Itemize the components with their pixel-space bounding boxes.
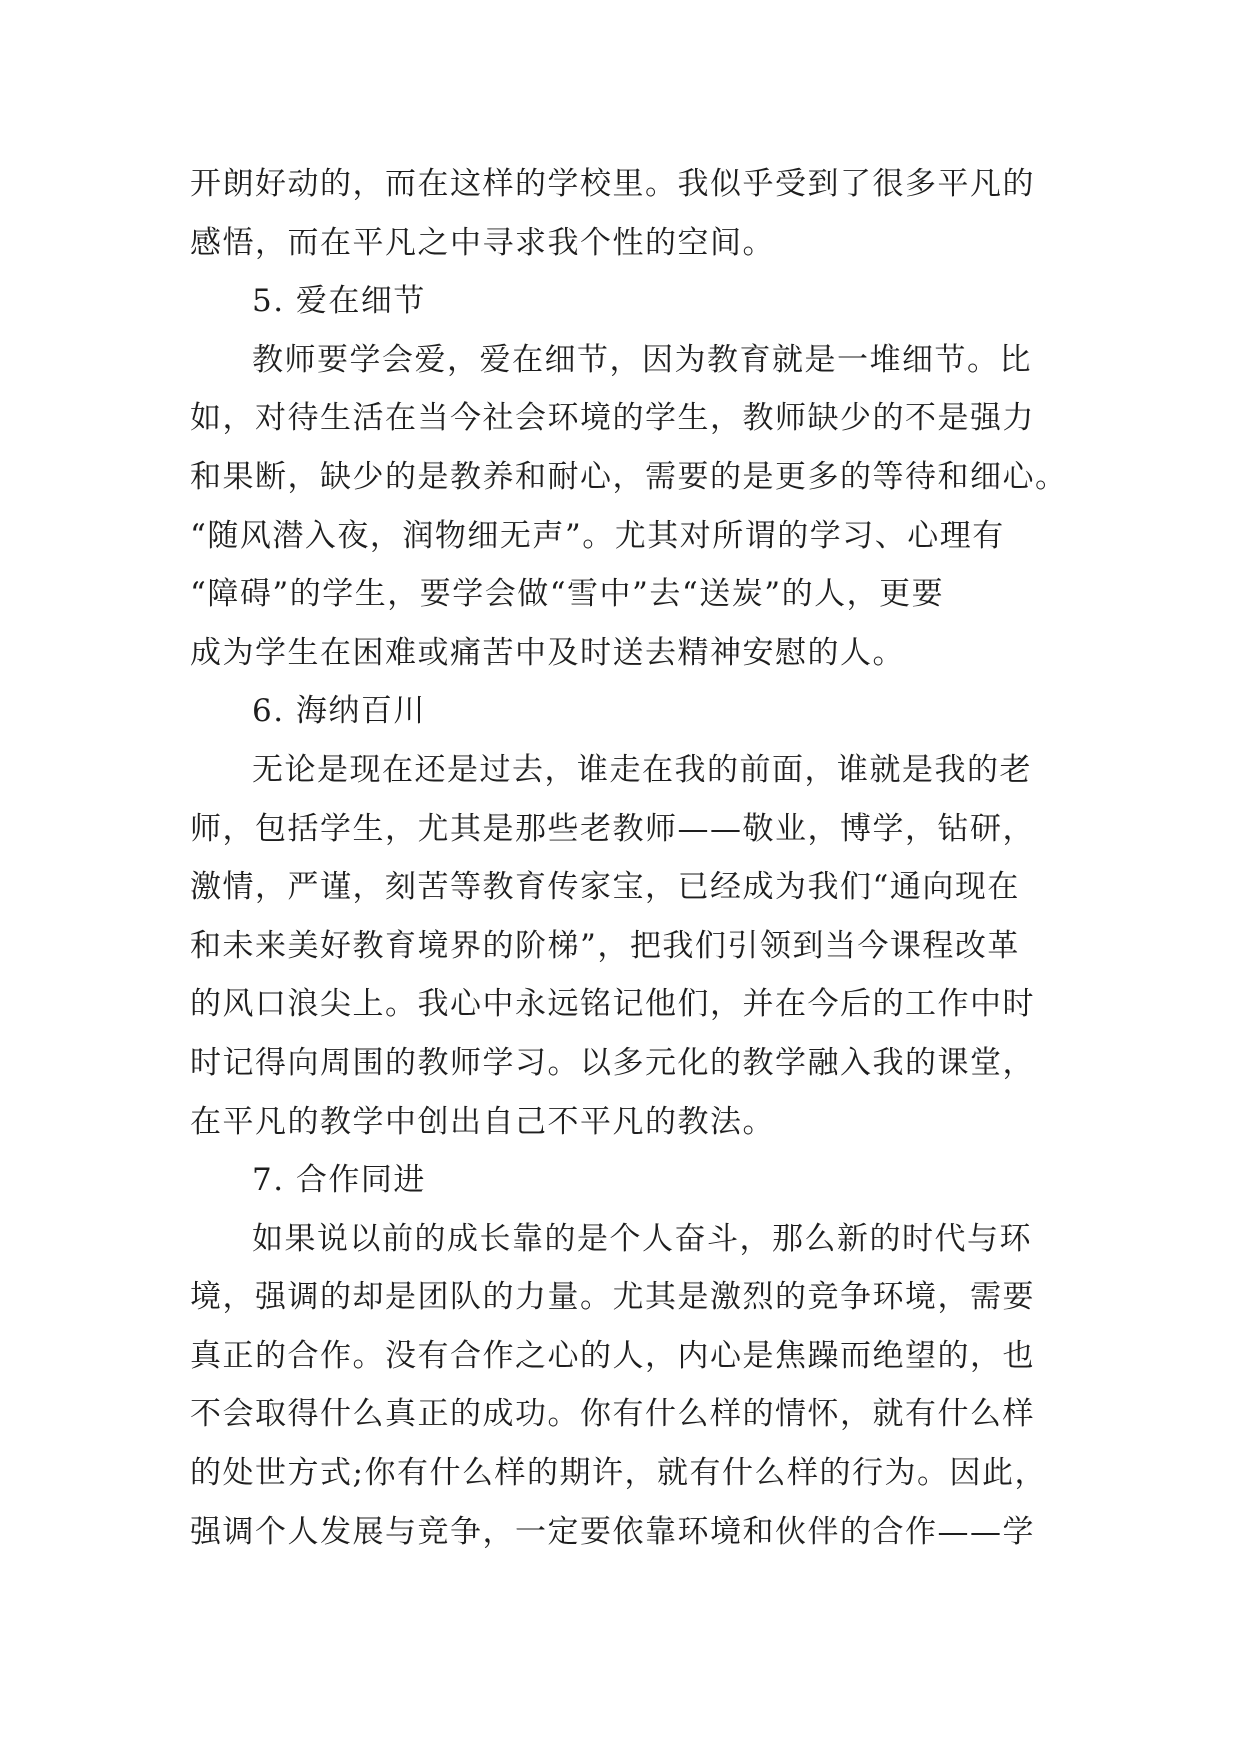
document-body — [190, 155, 1068, 1561]
text-line: 无论是现在还是过去，谁走在我的前面，谁就是我的老 — [252, 751, 1032, 788]
text-line: 真正的合作。没有合作之心的人，内心是焦躁而绝望的，也 — [190, 1337, 1035, 1374]
text-line: 7. 合作同进 — [252, 1162, 426, 1199]
text-line: 5. 爱在细节 — [252, 283, 426, 320]
text-line: 激情，严谨，刻苦等教育传家宝，已经成为我们“通向现在 — [190, 869, 1020, 906]
text-line: 在平凡的教学中创出自己不平凡的教法。 — [190, 1103, 775, 1140]
text-line: 境，强调的却是团队的力量。尤其是激烈的竞争环境，需要 — [190, 1279, 1035, 1316]
text-line: 和果断，缺少的是教养和耐心，需要的是更多的等待和细心。 — [190, 458, 1068, 495]
text-line: 的处世方式;你有什么样的期许，就有什么样的行为。因此， — [190, 1455, 1047, 1492]
text-line: 开朗好动的，而在这样的学校里。我似乎受到了很多平凡的 — [190, 166, 1035, 202]
text-line: 时记得向周围的教师学习。以多元化的教学融入我的课堂， — [190, 1044, 1035, 1081]
text-line: 不会取得什么真正的成功。你有什么样的情怀，就有什么样 — [190, 1396, 1035, 1433]
text-line: 的风口浪尖上。我心中永远铭记他们，并在今后的工作中时 — [190, 986, 1035, 1023]
text-line: 6. 海纳百川 — [252, 693, 426, 730]
text-line: 如果说以前的成长靠的是个人奋斗，那么新的时代与环 — [252, 1220, 1032, 1257]
text-line: “障碍”的学生，要学会做“雪中”去“送炭”的人，更要 — [190, 576, 945, 613]
text-line: 和未来美好教育境界的阶梯”，把我们引领到当今课程改革 — [190, 927, 1020, 964]
text-line: “随风潜入夜，润物细无声”。尤其对所谓的学习、心理有 — [190, 517, 1005, 554]
text-line: 感悟，而在平凡之中寻求我个性的空间。 — [190, 224, 775, 261]
text-line: 师，包括学生，尤其是那些老教师——敬业，博学，钻研， — [190, 810, 1035, 847]
text-line: 强调个人发展与竞争，一定要依靠环境和伙伴的合作——学 — [190, 1513, 1035, 1550]
text-line: 如，对待生活在当今社会环境的学生，教师缺少的不是强力 — [190, 400, 1035, 437]
text-line: 教师要学会爱，爱在细节，因为教育就是一堆细节。比 — [252, 341, 1032, 378]
text-line: 成为学生在困难或痛苦中及时送去精神安慰的人。 — [190, 634, 905, 671]
